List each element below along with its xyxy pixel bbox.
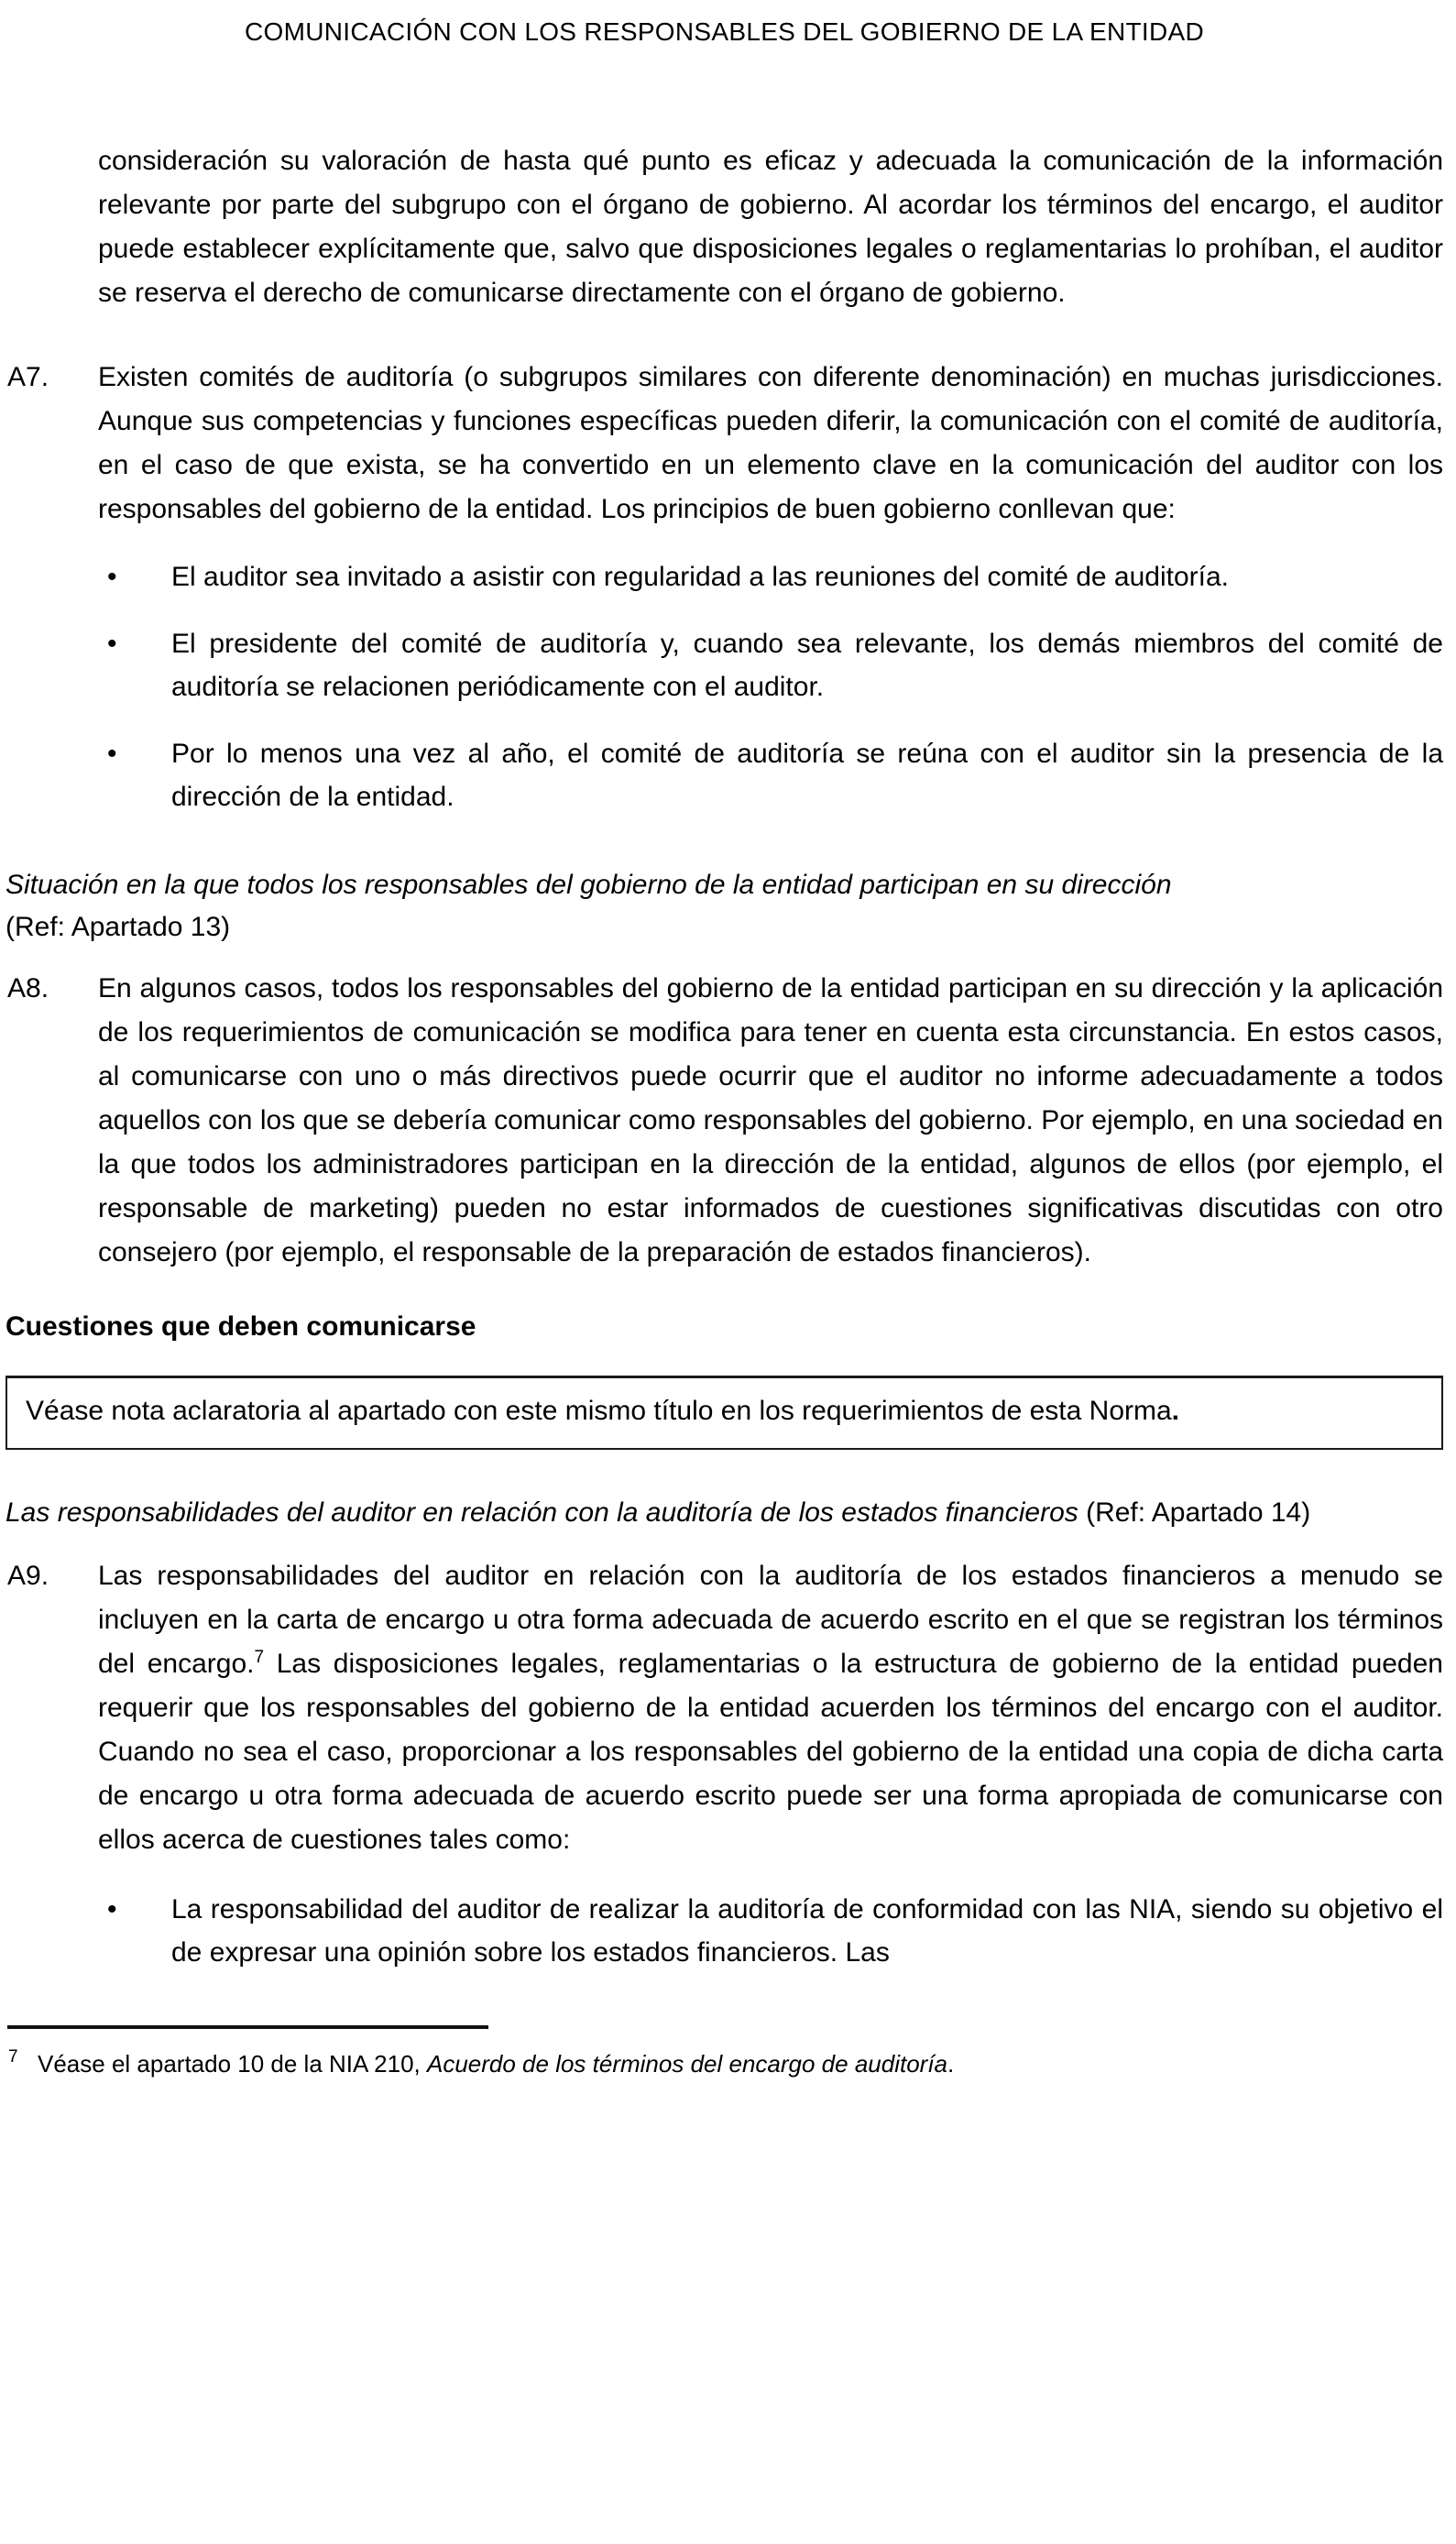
footnote-text: Véase el apartado 10 de la NIA 210, (38, 2050, 427, 2078)
list-item (5, 1888, 1443, 1974)
footnote (5, 2045, 1443, 2082)
document-header-title: COMUNICACIÓN CON LOS RESPONSABLES DEL GOBIERNO DE LA ENTIDAD (245, 17, 1204, 46)
section-heading-situacion-italic: Situación en la que todos los responsables del gobierno de la entidad participan en su dirección (5, 870, 1172, 900)
section-heading-responsabilidades-italic: Las responsabilidades del auditor en relación con la auditoría de los estados financieros (5, 1497, 1078, 1528)
paragraph-a7-text: Existen comités de auditoría (o subgrupos similares con diferente denominación) en muchas jurisdicciones. Aunque sus competencias y funciones específicas pueden diferir, la comunicación con el comité de auditoría, en el caso de que exista, se ha convertido en un elemento clave en la comunicación del auditor con los responsables del gobierno de la entidad. Los principios de buen gobierno conllevan que: (98, 362, 1443, 524)
footnote-work-title: Acuerdo de los términos del encargo de auditoría (426, 2050, 947, 2078)
note-box (5, 1376, 1443, 1450)
bullet-icon: • (107, 562, 117, 592)
note-box-paragraph (26, 1389, 1421, 1433)
paragraph-a9-text-after-footnote-ref: Las disposiciones legales, reglamentarias o la estructura de gobierno de la entidad pueden requerir que los responsables del gobierno de la entidad acuerden los términos del encargo con el auditor. Cuando no sea el caso, proporcionar a los responsables del gobierno de la entidad una copia de dicha carta de encargo u otra forma adecuada de acuerdo escrito puede ser una forma apropiada de comunicarse con ellos acerca de cuestiones tales como: (98, 1649, 1443, 1855)
section-heading-situacion-ref: (Ref: Apartado 13) (5, 912, 231, 942)
list-item (5, 732, 1443, 818)
note-box-text: Véase nota aclaratoria al apartado con este mismo título en los requerimientos de esta Norma (26, 1396, 1172, 1426)
list-item (5, 622, 1443, 708)
list-item-text: El presidente del comité de auditoría y, cuando sea relevante, los demás miembros del comité de auditoría se relacionen periódicamente con el auditor. (171, 629, 1443, 702)
footnote-marker: 7 (8, 2047, 18, 2067)
bullet-icon: • (107, 739, 117, 769)
paragraph-a9-text-before-footnote-ref: Las responsabilidades del auditor en relación con la auditoría de los estados financieros a menudo se incluyen en la carta de encargo u otra forma adecuada de acuerdo escrito en el que se registran los términos del encargo. (98, 1561, 1443, 1679)
list-item-text: Por lo menos una vez al año, el comité de auditoría se reúna con el auditor sin la presencia de la dirección de la entidad. (171, 739, 1443, 812)
section-heading-responsabilidades (5, 1492, 1443, 1534)
note-box-period: . (1171, 1396, 1180, 1426)
section-heading-responsabilidades-ref: (Ref: Apartado 14) (1086, 1497, 1311, 1528)
footnote-reference-superscript: 7 (254, 1648, 265, 1667)
paragraph-a8 (5, 967, 1443, 1275)
bullet-icon: • (107, 1894, 117, 1924)
paragraph-a8-text: En algunos casos, todos los responsables del gobierno de la entidad participan en su dirección y la aplicación de los requerimientos de comunicación se modifica para tener en cuenta esta circunstancia. En estos casos, al comunicarse con uno o más directivos puede ocurrir que el auditor no informe adecuadamente a todos aquellos con los que se debería comunicar como responsables del gobierno. Por ejemplo, en una sociedad en la que todos los administradores participan en la dirección de la entidad, algunos de ellos (por ejemplo, el responsable de marketing) pueden no estar informados de cuestiones significativas discutidas con otro consejero (por ejemplo, el responsable de la preparación de estados financieros). (98, 973, 1443, 1267)
footnote-period: . (947, 2050, 955, 2078)
bullet-icon: • (107, 629, 117, 659)
a9-bullet-list (5, 1888, 1443, 1974)
section-heading-situacion (5, 864, 1443, 949)
list-item-text: El auditor sea invitado a asistir con regularidad a las reuniones del comité de auditoría. (171, 562, 1230, 592)
paragraph-intro: consideración su valoración de hasta qué punto es eficaz y adecuada la comunicación de la información relevante por parte del subgrupo con el órgano de gobierno. Al acordar los términos del encargo, el auditor puede establecer explícitamente que, salvo que disposiciones legales o reglamentarias lo prohíban, el auditor se reserva el derecho de comunicarse directamente con el órgano de gobierno. (98, 146, 1443, 308)
paragraph-label-a8: A8. (7, 973, 49, 1003)
paragraph-label-a7: A7. (7, 362, 49, 392)
section-heading-cuestiones: Cuestiones que deben comunicarse (5, 1311, 476, 1342)
paragraph-label-a9: A9. (7, 1561, 49, 1591)
a7-bullet-list (5, 555, 1443, 818)
paragraph-a7 (5, 356, 1443, 532)
footnote-separator-rule (7, 2025, 488, 2029)
list-item-text: La responsabilidad del auditor de realizar la auditoría de conformidad con las NIA, siendo su objetivo el de expresar una opinión sobre los estados financieros. Las (171, 1894, 1443, 1968)
list-item (5, 555, 1443, 598)
paragraph-a9 (5, 1554, 1443, 1862)
